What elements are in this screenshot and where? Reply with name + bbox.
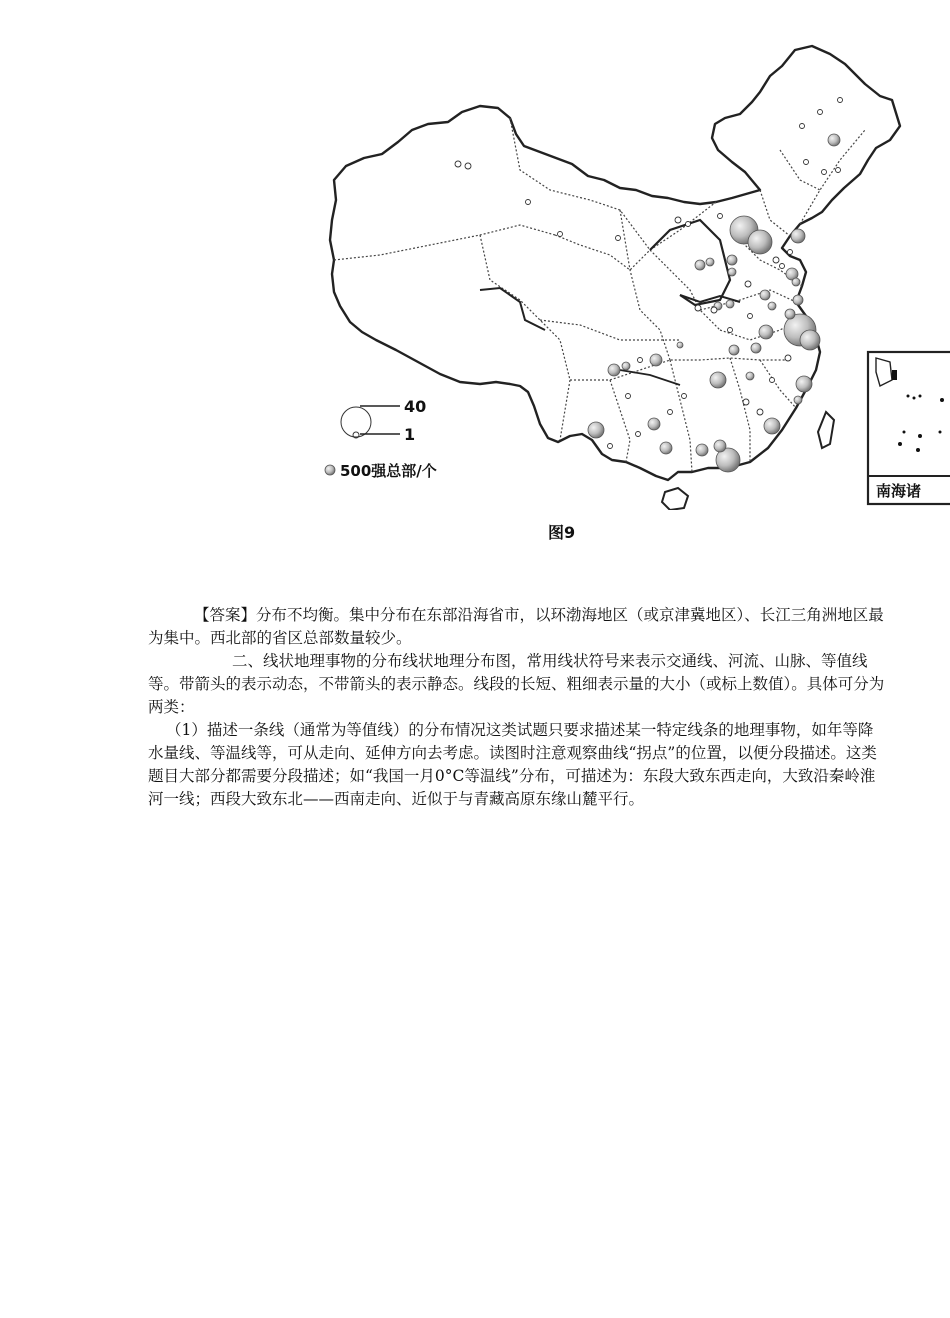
bubble-ningbo [785, 309, 795, 319]
bubble-taiyuan-2 [728, 268, 736, 276]
bubble-hefei [751, 343, 761, 353]
taiwan-island [818, 412, 834, 448]
bubble-tianjin [748, 230, 772, 254]
province-boundaries [334, 118, 865, 472]
section-paragraph: 二、线状地理事物的分布线状地理分布图，常用线状符号来表示交通线、河流、山脉、等值线等。带箭头的表示动态，不带箭头的表示静态。线段的长短、粗细表示量的大小（或标上数值）。具体可分为两类： [148, 652, 885, 716]
bubble-qingdao [793, 295, 803, 305]
bubble-xian [695, 260, 705, 270]
legend-value-large: 40 [404, 397, 427, 416]
bubble-shanghai-2 [800, 330, 820, 350]
bubble-zhengzhou [726, 300, 734, 308]
bubble-nanchang [746, 372, 754, 380]
bubble-chongqing [622, 362, 630, 370]
bubble-taiyuan [727, 255, 737, 265]
inset-label: 南海诸 [876, 482, 922, 500]
bubble-nanjing [794, 396, 802, 404]
bubble-guiyang [696, 444, 708, 456]
bubble-shenyang [791, 229, 805, 243]
bubble-changsha [729, 345, 739, 355]
bubble-urumqi [792, 278, 800, 286]
hainan-island [662, 488, 688, 510]
bubble-harbin [828, 134, 840, 146]
legend-bullet [325, 465, 335, 475]
legend [325, 397, 437, 480]
bubble-haikou [660, 442, 672, 454]
region-line [620, 370, 680, 385]
body-text [148, 604, 888, 811]
bubble-jinan [760, 290, 770, 300]
bubble-lanzhou [650, 354, 662, 366]
bubble-kunming [588, 422, 604, 438]
bubble-yinchuan [677, 342, 683, 348]
hq-bubbles [588, 134, 840, 472]
bubble-nanning [648, 418, 660, 430]
south-china-sea-inset [868, 352, 950, 504]
china-map [320, 40, 950, 510]
bubble-wuhan [710, 372, 726, 388]
hq-small-dots [455, 98, 843, 449]
bubble-shenzhen [714, 440, 726, 452]
bubble-chengdu [608, 364, 620, 376]
answer-paragraph: 【答案】分布不均衡。集中分布在东部沿海省市，以环渤海地区（或京津冀地区）、长江三角洲地区最为集中。西北部的省区总部数量较少。 [148, 606, 884, 647]
bubble-xiamen [796, 376, 812, 392]
legend-label: 500强总部/个 [340, 462, 437, 480]
bubble-hohhot [706, 258, 714, 266]
bubble-hangzhou [759, 325, 773, 339]
detail-paragraph: （1）描述一条线（通常为等值线）的分布情况这类试题只要求描述某一特定线条的地理事物，如年等降水量线、等温线等，可从走向、延伸方向去考虑。读图时注意观察曲线“拐点”的位置，以便分段描述。这类题目大部分都需要分段描述；如“我国一月0°C等温线”分布，可描述为：东段大致东西走向，大致沿秦岭淮河一线；西段大致东北——西南走向、近似于与青藏高原东缘山麓平行。 [148, 721, 877, 808]
figure-caption: 图9 [548, 523, 576, 542]
bubble-fuzhou [764, 418, 780, 434]
legend-value-small: 1 [404, 425, 416, 444]
bubble-suzhou [768, 302, 776, 310]
